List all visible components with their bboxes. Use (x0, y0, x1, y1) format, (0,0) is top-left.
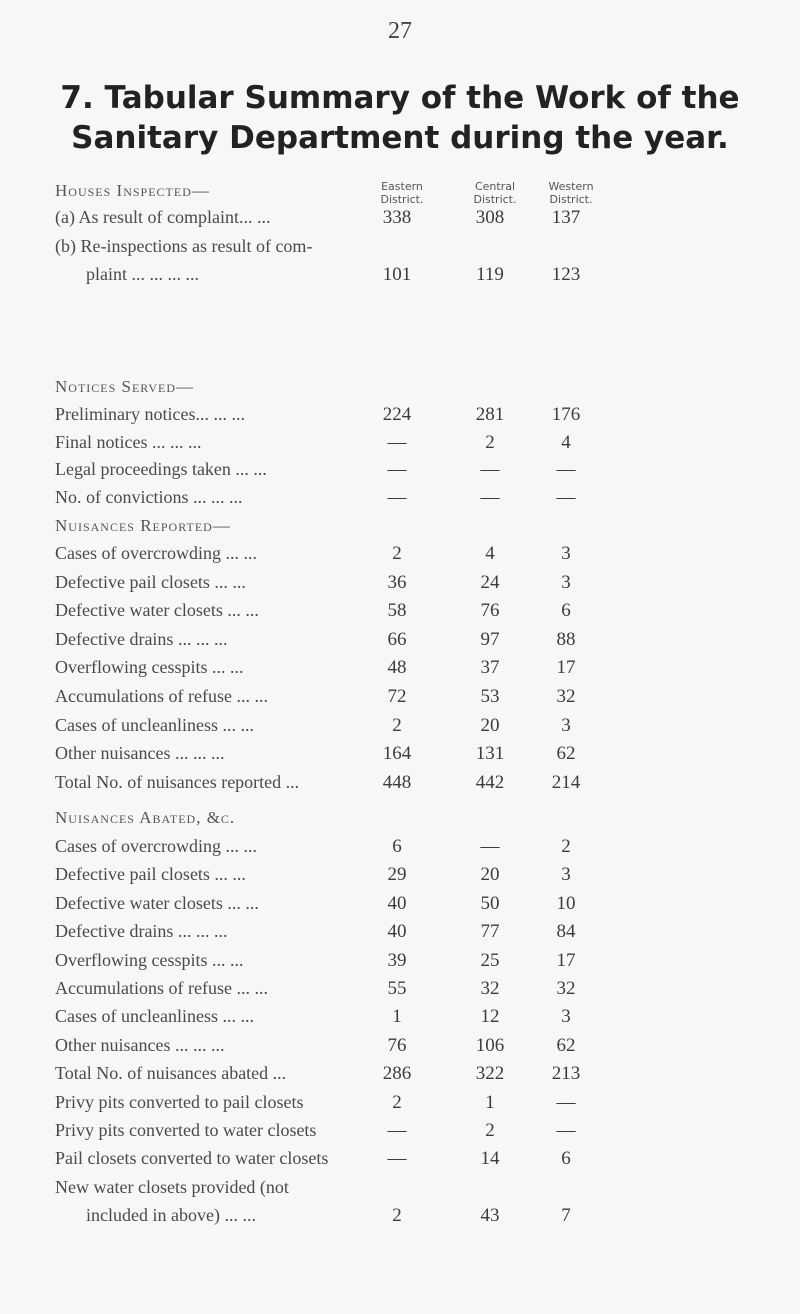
table-row (0, 1035, 800, 1063)
eastern-value: 224 (382, 404, 412, 425)
row-label: Total No. of nuisances reported ... (55, 772, 300, 792)
western-value: 4 (561, 432, 571, 453)
western-value: 6 (561, 600, 571, 621)
table-row (0, 1006, 800, 1034)
table-row (0, 1120, 800, 1148)
central-value: 14 (480, 1148, 500, 1169)
eastern-value: 2 (392, 543, 402, 564)
table-row (0, 715, 800, 743)
row-label: Defective pail closets ... ... (55, 864, 246, 884)
central-value: 20 (480, 864, 500, 885)
table-row (0, 459, 800, 487)
central-value: 119 (476, 264, 504, 285)
section-heading-houses-inspected: Houses Inspected— (55, 181, 210, 200)
central-value: — (480, 836, 500, 857)
row-label: Defective water closets ... ... (55, 600, 259, 620)
page-number: 27 (388, 18, 412, 44)
table-row (0, 950, 800, 978)
western-value: 3 (561, 1006, 571, 1027)
title-line-1: 7. Tabular Summary of the Work of the (60, 80, 740, 116)
central-value: 20 (480, 715, 500, 736)
section-heading-notices-served: Notices Served— (55, 377, 195, 396)
western-value: 6 (561, 1148, 571, 1169)
table-row (0, 1092, 800, 1120)
eastern-value: 48 (387, 657, 407, 678)
eastern-value: 40 (387, 921, 407, 942)
table-row (0, 404, 800, 432)
table-row (0, 893, 800, 921)
western-value: 32 (556, 686, 576, 707)
row-label: Privy pits converted to pail closets (55, 1092, 304, 1112)
central-value: — (480, 459, 500, 480)
table-row (0, 629, 800, 657)
western-value: 213 (551, 1063, 581, 1084)
western-value: — (556, 459, 576, 480)
western-value: — (556, 487, 576, 508)
eastern-value: 58 (387, 600, 407, 621)
central-value: 76 (480, 600, 500, 621)
eastern-value: 164 (382, 743, 412, 764)
eastern-value: 72 (387, 686, 407, 707)
central-value: 32 (480, 978, 500, 999)
row-label: Other nuisances ... ... ... (55, 1035, 225, 1055)
western-value: 17 (556, 657, 576, 678)
table-row (0, 921, 800, 949)
western-value: 3 (561, 864, 571, 885)
eastern-value: 36 (387, 572, 407, 593)
central-value: 77 (480, 921, 500, 942)
table-row (0, 686, 800, 714)
western-value: 32 (556, 978, 576, 999)
row-label: New water closets provided (not (55, 1177, 289, 1197)
eastern-value: — (387, 1120, 407, 1141)
row-label: Cases of uncleanliness ... ... (55, 715, 254, 735)
row-label: plaint ... ... ... ... (86, 264, 199, 284)
row-label: Total No. of nuisances abated ... (55, 1063, 287, 1083)
table-row (0, 657, 800, 685)
row-label: (b) Re-inspections as result of com- (55, 236, 313, 256)
western-value: 3 (561, 715, 571, 736)
column-header-central: Central District. (473, 180, 517, 206)
eastern-value: 448 (382, 772, 412, 793)
table-row (0, 1177, 800, 1205)
western-value: 137 (551, 207, 581, 228)
western-value: 123 (551, 264, 581, 285)
table-row (0, 743, 800, 771)
western-value: 7 (561, 1205, 571, 1226)
central-value: 37 (480, 657, 500, 678)
western-value: 2 (561, 836, 571, 857)
western-value: 3 (561, 543, 571, 564)
table-row (0, 600, 800, 628)
central-value: — (480, 487, 500, 508)
western-value: 17 (556, 950, 576, 971)
eastern-value: 66 (387, 629, 407, 650)
western-value: 176 (551, 404, 581, 425)
title-line-2: Sanitary Department during the year. (71, 120, 729, 156)
western-value: 10 (556, 893, 576, 914)
central-value: 308 (475, 207, 505, 228)
eastern-value: — (387, 432, 407, 453)
central-value: 12 (480, 1006, 500, 1027)
eastern-value: 40 (387, 893, 407, 914)
table-row (0, 543, 800, 571)
central-value: 43 (480, 1205, 500, 1226)
page-title (30, 78, 770, 158)
central-value: 1 (485, 1092, 495, 1113)
table-row (0, 1205, 800, 1233)
row-label: Cases of uncleanliness ... ... (55, 1006, 254, 1026)
western-value: 84 (556, 921, 576, 942)
eastern-value: 39 (387, 950, 407, 971)
row-label: Accumulations of refuse ... ... (55, 686, 268, 706)
eastern-value: 1 (392, 1006, 402, 1027)
eastern-value: 2 (392, 1205, 402, 1226)
central-value: 50 (480, 893, 500, 914)
central-value: 2 (485, 1120, 495, 1141)
central-value: 25 (480, 950, 500, 971)
row-label: Cases of overcrowding ... ... (55, 543, 257, 563)
table-row (0, 1063, 800, 1091)
row-label: Overflowing cesspits ... ... (55, 657, 244, 677)
row-label: Defective pail closets ... ... (55, 572, 246, 592)
central-value: 322 (475, 1063, 505, 1084)
table-row (0, 207, 800, 235)
eastern-value: — (387, 459, 407, 480)
row-label: Final notices ... ... ... (55, 432, 202, 452)
eastern-value: 2 (392, 715, 402, 736)
eastern-value: 55 (387, 978, 407, 999)
eastern-value: 6 (392, 836, 402, 857)
table-row (0, 772, 800, 800)
central-value: 442 (475, 772, 505, 793)
central-value: 4 (485, 543, 495, 564)
row-label: Defective drains ... ... ... (55, 629, 228, 649)
central-value: 53 (480, 686, 500, 707)
central-value: 131 (475, 743, 505, 764)
section-heading-nuisances-reported: Nuisances Reported— (55, 516, 231, 535)
row-label: Defective drains ... ... ... (55, 921, 228, 941)
western-value: 62 (556, 1035, 576, 1056)
row-label: (a) As result of complaint... ... (55, 207, 271, 227)
western-value: 62 (556, 743, 576, 764)
section-heading-nuisances-abated: Nuisances Abated, &c. (55, 808, 236, 827)
row-label: Legal proceedings taken ... ... (55, 459, 267, 479)
row-label: Pail closets converted to water closets (55, 1148, 329, 1168)
central-value: 24 (480, 572, 500, 593)
table-row (0, 432, 800, 460)
row-label: Overflowing cesspits ... ... (55, 950, 244, 970)
table-row (0, 864, 800, 892)
eastern-value: 286 (382, 1063, 412, 1084)
western-value: 3 (561, 572, 571, 593)
eastern-value: — (387, 487, 407, 508)
western-value: 88 (556, 629, 576, 650)
row-label: Accumulations of refuse ... ... (55, 978, 268, 998)
central-value: 2 (485, 432, 495, 453)
central-value: 106 (475, 1035, 505, 1056)
eastern-value: 76 (387, 1035, 407, 1056)
row-label: Preliminary notices... ... ... (55, 404, 245, 424)
row-label: Cases of overcrowding ... ... (55, 836, 257, 856)
row-label: Defective water closets ... ... (55, 893, 259, 913)
table-row (0, 978, 800, 1006)
row-label: Other nuisances ... ... ... (55, 743, 225, 763)
western-value: — (556, 1120, 576, 1141)
table-row (0, 264, 800, 292)
eastern-value: 101 (382, 264, 412, 285)
eastern-value: — (387, 1148, 407, 1169)
central-value: 97 (480, 629, 500, 650)
western-value: 214 (551, 772, 581, 793)
eastern-value: 338 (382, 207, 412, 228)
row-label: included in above) ... ... (86, 1205, 256, 1225)
column-header-western: Western District. (548, 180, 594, 206)
row-label: No. of convictions ... ... ... (55, 487, 243, 507)
table-row (0, 836, 800, 864)
eastern-value: 2 (392, 1092, 402, 1113)
column-header-eastern: Eastern District. (380, 180, 424, 206)
table-row (0, 236, 800, 264)
row-label: Privy pits converted to water closets (55, 1120, 317, 1140)
central-value: 281 (475, 404, 505, 425)
table-row (0, 572, 800, 600)
table-row (0, 487, 800, 515)
western-value: — (556, 1092, 576, 1113)
table-row (0, 1148, 800, 1176)
eastern-value: 29 (387, 864, 407, 885)
